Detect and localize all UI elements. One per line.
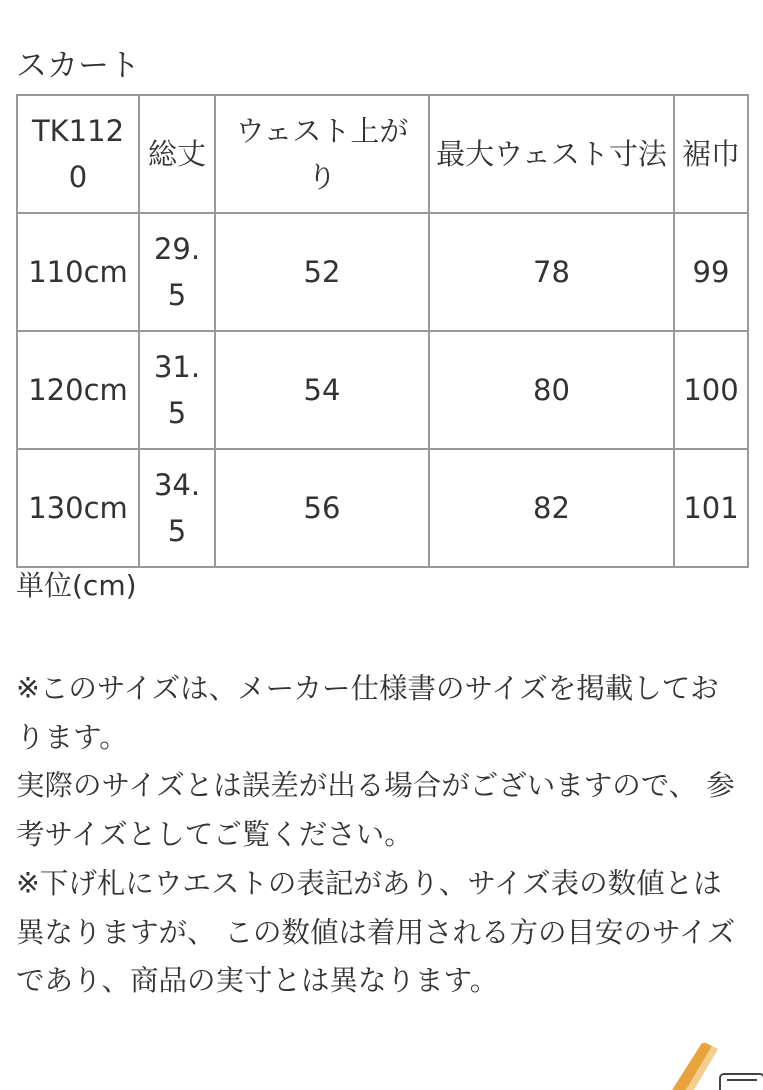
table-header-row [17,95,748,213]
table-cell: 99 [674,213,748,331]
table-cell: 110cm [17,213,139,331]
table-cell: 101 [674,449,748,567]
table-cell: 34.5 [139,449,215,567]
note-paragraph: ※下げ札にウエストの表記があり、サイズ表の数値とは異なりますが、 この数値は着用される方の目安のサイズであり、商品の実寸とは異なります。 [16,866,736,998]
table-cell: 29.5 [139,213,215,331]
table-row [17,213,748,331]
table-row [17,449,748,567]
table-cell: 80 [429,331,674,449]
table-row [17,331,748,449]
page-title: スカート [16,48,140,84]
header-cell: 総丈 [139,95,215,213]
box-shape [720,1074,763,1090]
table-cell: 54 [215,331,429,449]
note-paragraph: ※このサイズは、メーカー仕様書のサイズを掲載しております。 [16,672,719,754]
header-cell: 裾巾 [674,95,748,213]
table-cell: 82 [429,449,674,567]
header-cell: TK1120 [17,95,139,213]
table-cell: 56 [215,449,429,567]
table-cell: 130cm [17,449,139,567]
table-cell: 120cm [17,331,139,449]
notes-section [16,665,746,1006]
header-cell: 最大ウェスト寸法 [429,95,674,213]
size-table [16,94,749,568]
note-paragraph: 実際のサイズとは誤差が出る場合がございますので、 参考サイズとしてご覧ください。 [16,769,735,852]
corner-decoration-icon [672,1040,763,1090]
table-cell: 31.5 [139,331,215,449]
table-cell: 100 [674,331,748,449]
table-cell: 52 [215,213,429,331]
header-cell: ウェスト上がり [215,95,429,213]
unit-label: 単位(cm) [16,569,137,602]
table-cell: 78 [429,213,674,331]
